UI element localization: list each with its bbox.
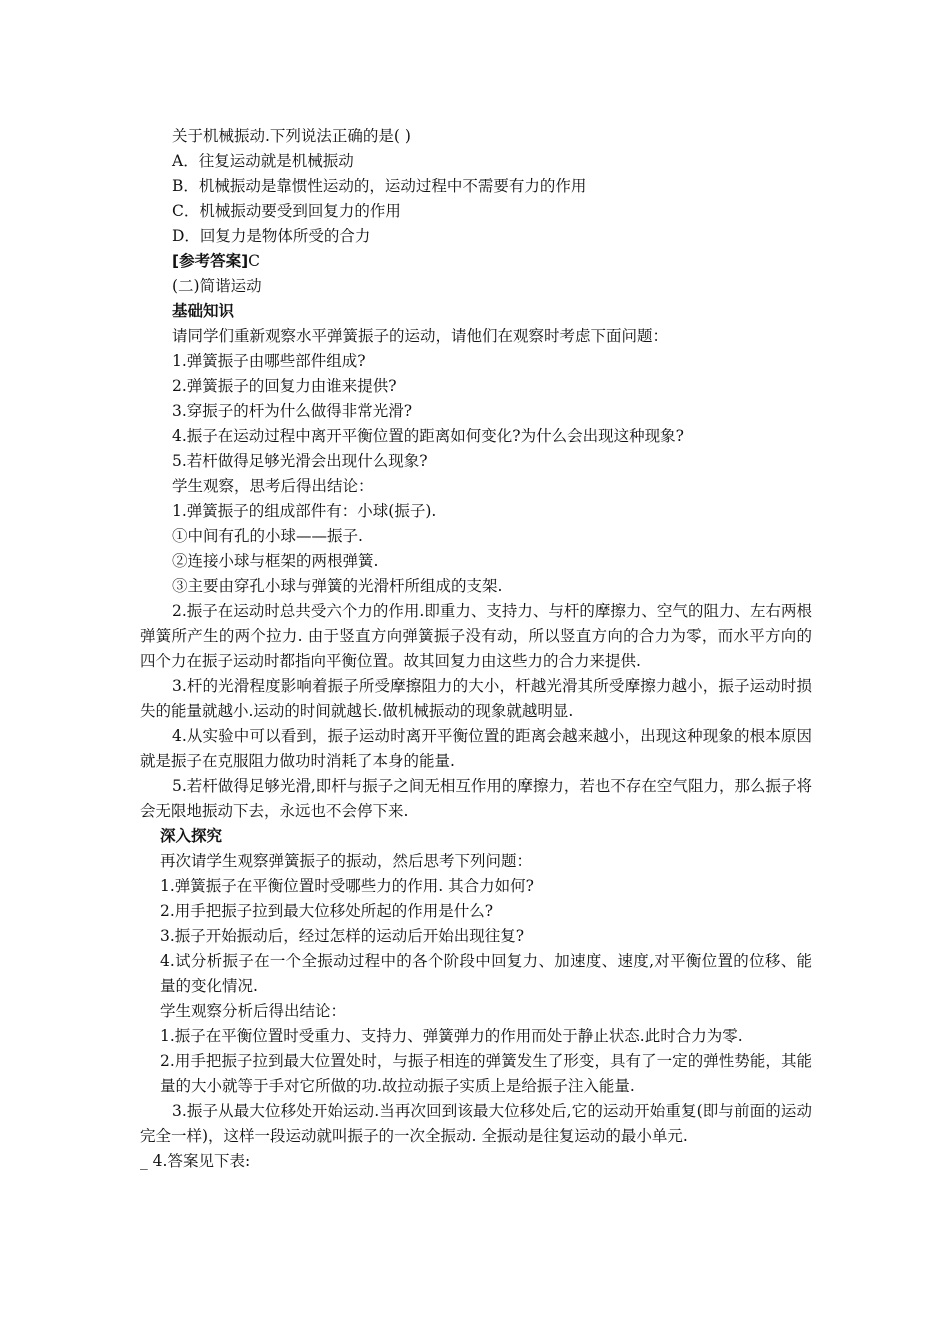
deep-answer-2: 2.用手把振子拉到最大位置处时，与振子相连的弹簧发生了形变，具有了一定的弹性势能，其能量的大小就等于手对它所做的功.故拉动振子实质上是给振子注入能量. — [160, 1052, 812, 1095]
question-4: 4.振子在运动过程中离开平衡位置的距离如何变化?为什么会出现这种现象? — [172, 427, 684, 445]
deep-inquiry-heading: 深入探究 — [160, 827, 223, 845]
option-b: B．机械振动是靠惯性运动的，运动过程中不需要有力的作用 — [172, 177, 587, 195]
section-title: (二)简谐运动 — [172, 277, 262, 295]
deep-question-4: 4.试分析振子在一个全振动过程中的各个阶段中回复力、加速度、速度,对平衡位置的位移、能量的变化情况. — [160, 952, 812, 995]
deep-answer-4: _ 4.答案见下表: — [140, 1152, 251, 1170]
option-d: D．回复力是物体所受的合力 — [172, 227, 371, 245]
deep-question-3: 3.振子开始振动后，经过怎样的运动后开始出现往复? — [160, 927, 525, 945]
deep-question-1: 1.弹簧振子在平衡位置时受哪些力的作用. 其合力如何? — [160, 877, 534, 895]
answer-1-item-1: ①中间有孔的小球——振子. — [172, 527, 363, 545]
answer-label: [参考答案] — [172, 252, 249, 270]
answer-5: 5.若杆做得足够光滑,即杆与振子之间无相互作用的摩擦力，若也不存在空气阻力，那么振子将会无限地振动下去，永远也不会停下来. — [140, 777, 812, 820]
deep-intro: 再次请学生观察弹簧振子的振动，然后思考下列问题： — [160, 852, 533, 870]
answer-1: 1.弹簧振子的组成部件有：小球(振子). — [172, 502, 437, 520]
answer-2: 2.振子在运动时总共受六个力的作用.即重力、支持力、与杆的摩擦力、空气的阻力、左右两根弹簧所产生的两个拉力. 由于竖直方向弹簧振子没有动，所以竖直方向的合力为零，而水平方向的四个力在振子运动时都指向平衡位置。故其回复力由这些力的合力来提供. — [140, 602, 812, 670]
deep-question-2: 2.用手把振子拉到最大位移处所起的作用是什么? — [160, 902, 494, 920]
answer-value: C — [248, 252, 261, 270]
deep-answer-1: 1.振子在平衡位置时受重力、支持力、弹簧弹力的作用而处于静止状态.此时合力为零. — [160, 1027, 743, 1045]
answer-1-item-3: ③主要由穿孔小球与弹簧的光滑杆所组成的支架. — [172, 577, 503, 595]
question-stem: 关于机械振动.下列说法正确的是( ) — [172, 127, 411, 145]
answer-1-item-2: ②连接小球与框架的两根弹簧. — [172, 552, 379, 570]
deep-answer-3: 3.振子从最大位移处开始运动.当再次回到该最大位移处后,它的运动开始重复(即与前面的运动完全一样)，这样一段运动就叫振子的一次全振动. 全振动是往复运动的最小单元. — [140, 1102, 812, 1145]
question-3: 3.穿振子的杆为什么做得非常光滑? — [172, 402, 413, 420]
basic-knowledge-heading: 基础知识 — [172, 302, 235, 320]
answer-3: 3.杆的光滑程度影响着振子所受摩擦阻力的大小，杆越光滑其所受摩擦力越小，振子运动时损失的能量就越小.运动的时间就越长.做机械振动的现象就越明显. — [140, 677, 812, 720]
question-1: 1.弹簧振子由哪些部件组成? — [172, 352, 366, 370]
answer-4: 4.从实验中可以看到，振子运动时离开平衡位置的距离会越来越小，出现这种现象的根本原因就是振子在克服阻力做功时消耗了本身的能量. — [140, 727, 812, 770]
intro-text: 请同学们重新观察水平弹簧振子的运动，请他们在观察时考虑下面问题： — [172, 327, 669, 345]
answer-line — [172, 249, 812, 274]
option-c: C．机械振动要受到回复力的作用 — [172, 202, 401, 220]
question-5: 5.若杆做得足够光滑会出现什么现象? — [172, 452, 428, 470]
option-a: A．往复运动就是机械振动 — [172, 152, 354, 170]
question-2: 2.弹簧振子的回复力由谁来提供? — [172, 377, 397, 395]
deep-conclusion-intro: 学生观察分析后得出结论： — [160, 1002, 347, 1020]
document-body — [140, 124, 812, 1174]
conclusion-intro: 学生观察，思考后得出结论： — [172, 477, 374, 495]
